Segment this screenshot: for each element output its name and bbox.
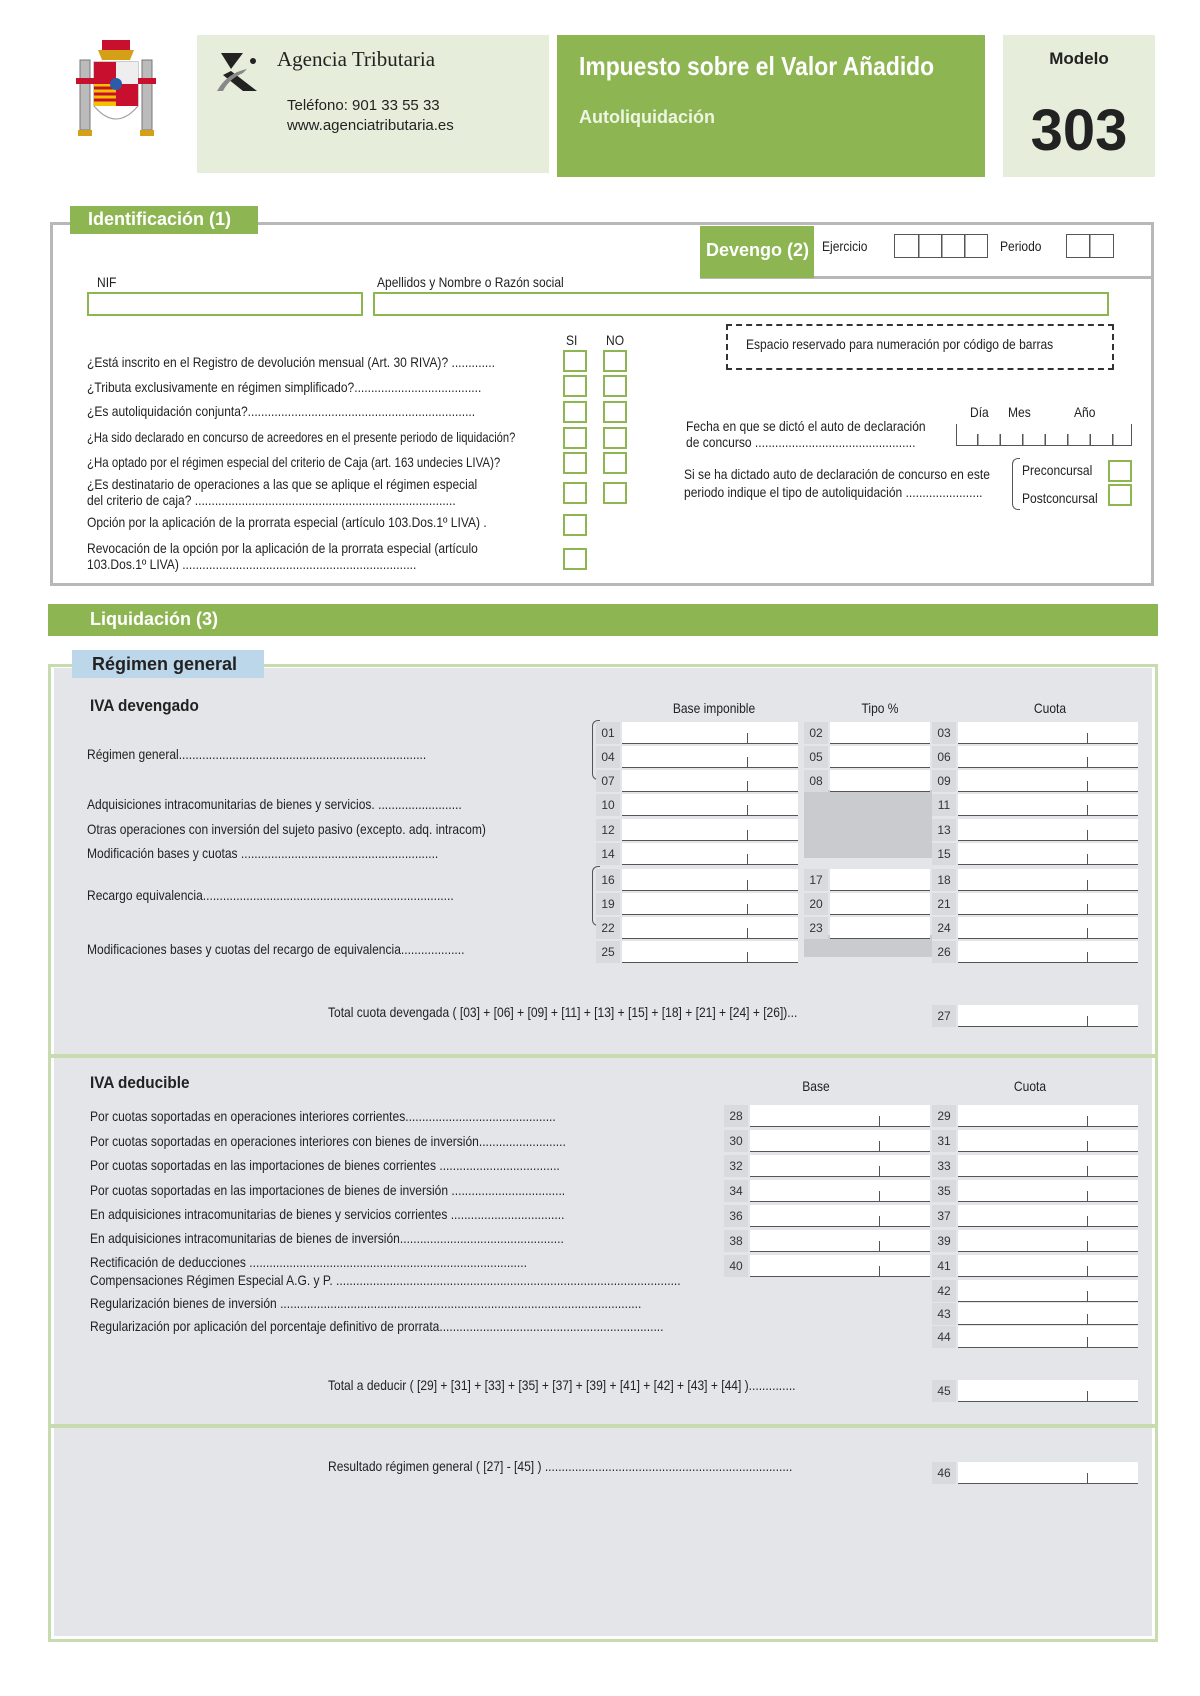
agency-website: www.agenciatributaria.es — [287, 117, 454, 134]
casilla-21-number: 21 — [932, 893, 956, 915]
q1-no-checkbox[interactable] — [603, 350, 627, 372]
nif-label: NIF — [97, 274, 117, 290]
periodo-label: Periodo — [1000, 238, 1042, 254]
agency-phone: Teléfono: 901 33 55 33 — [287, 97, 440, 114]
casilla-22-number: 22 — [596, 917, 620, 939]
casilla-16-field[interactable] — [622, 869, 798, 891]
mes-label: Mes — [1008, 404, 1031, 420]
ded-row-10-label: Regularización por aplicación del porcentaje definitivo de prorrata................................................................... — [90, 1318, 664, 1334]
ded-row-6-label: En adquisiciones intracomunitarias de bienes de inversión................................................. — [90, 1230, 564, 1246]
casilla-07-field[interactable] — [622, 770, 798, 792]
casilla-40-number: 40 — [724, 1255, 748, 1277]
casilla-12-number: 12 — [596, 819, 620, 841]
fecha-concurso-ticks — [956, 434, 1132, 446]
modelo-number: 303 — [1030, 98, 1128, 163]
q2-si-checkbox[interactable] — [563, 375, 587, 397]
casilla-01-number: 01 — [596, 722, 620, 744]
casilla-08-field[interactable] — [830, 770, 930, 792]
question-6b: del criterio de caja? .............................................................................. — [87, 492, 456, 508]
tax-title: Impuesto sobre el Valor Añadido — [579, 51, 935, 81]
casilla-12-field[interactable] — [622, 819, 798, 841]
casilla-14-field[interactable] — [622, 843, 798, 865]
devengado-title: IVA devengado — [90, 696, 199, 715]
row-recargo-label: Recargo equivalencia........................................................................... — [87, 887, 454, 903]
casilla-37-number: 37 — [932, 1205, 956, 1227]
casilla-02-field[interactable] — [830, 722, 930, 744]
casilla-25-field[interactable] — [622, 941, 798, 963]
col-base-deducible: Base — [802, 1078, 830, 1094]
q4-no-checkbox[interactable] — [603, 427, 627, 449]
q1-si-checkbox[interactable] — [563, 350, 587, 372]
casilla-36-field[interactable] — [750, 1205, 930, 1227]
casilla-05-field[interactable] — [830, 746, 930, 768]
grey-fill-tipo-1 — [804, 790, 932, 858]
casilla-28-field[interactable] — [750, 1105, 930, 1127]
question-2: ¿Tributa exclusivamente en régimen simplificado?...................................... — [87, 379, 482, 395]
casilla-41-field[interactable] — [958, 1255, 1138, 1277]
postconcursal-checkbox[interactable] — [1108, 484, 1132, 506]
casilla-09-number: 09 — [932, 770, 956, 792]
casilla-37-field[interactable] — [958, 1205, 1138, 1227]
coat-of-arms — [68, 38, 164, 142]
casilla-14-number: 14 — [596, 843, 620, 865]
casilla-06-field[interactable] — [958, 746, 1138, 768]
dia-label: Día — [970, 404, 989, 420]
casilla-03-field[interactable] — [958, 722, 1138, 744]
casilla-24-field[interactable] — [958, 917, 1138, 939]
casilla-32-field[interactable] — [750, 1155, 930, 1177]
casilla-39-number: 39 — [932, 1230, 956, 1252]
modelo-block — [1003, 35, 1155, 177]
agency-block — [197, 35, 549, 173]
barcode-label: Espacio reservado para numeración por código de barras — [746, 336, 1054, 352]
casilla-32-number: 32 — [724, 1155, 748, 1177]
row-regimen-general-label: Régimen general.......................................................................... — [87, 746, 427, 762]
nombre-field[interactable] — [373, 292, 1109, 316]
periodo-field[interactable] — [1066, 234, 1114, 258]
ded-row-1-label: Por cuotas soportadas en operaciones interiores corrientes............................................. — [90, 1108, 556, 1124]
casilla-04-number: 04 — [596, 746, 620, 768]
casilla-17-field[interactable] — [830, 869, 930, 891]
casilla-43-field[interactable] — [958, 1303, 1138, 1325]
ded-row-7-label: Rectificación de deducciones ................................................................................... — [90, 1254, 527, 1270]
q3-no-checkbox[interactable] — [603, 401, 627, 423]
ded-row-9-label: Regularización bienes de inversión ............................................................................................................ — [90, 1295, 642, 1311]
casilla-13-number: 13 — [932, 819, 956, 841]
nif-field[interactable] — [87, 292, 363, 316]
casilla-15-number: 15 — [932, 843, 956, 865]
casilla-44-number: 44 — [932, 1326, 956, 1348]
concurso-bracket — [1012, 458, 1020, 510]
question-8b: 103.Dos.1º LIVA) ...................................................................... — [87, 556, 417, 572]
casilla-35-field[interactable] — [958, 1180, 1138, 1202]
casilla-04-field[interactable] — [622, 746, 798, 768]
q5-si-checkbox[interactable] — [563, 452, 587, 474]
casilla-29-field[interactable] — [958, 1105, 1138, 1127]
q6-si-checkbox[interactable] — [563, 482, 587, 504]
casilla-46-field[interactable] — [958, 1462, 1138, 1484]
tab-regimen-general-label: Régimen general — [92, 654, 238, 674]
question-7: Opción por la aplicación de la prorrata especial (artículo 103.Dos.1º LIVA) . — [87, 514, 487, 530]
ded-row-5-label: En adquisiciones intracomunitarias de bienes y servicios corrientes .................................. — [90, 1206, 565, 1222]
casilla-33-number: 33 — [932, 1155, 956, 1177]
casilla-30-number: 30 — [724, 1130, 748, 1152]
casilla-27-field[interactable] — [958, 1005, 1138, 1027]
question-1: ¿Está inscrito en el Registro de devolución mensual (Art. 30 RIVA)? ............. — [87, 354, 495, 370]
casilla-26-field[interactable] — [958, 941, 1138, 963]
casilla-22-field[interactable] — [622, 917, 798, 939]
casilla-11-field[interactable] — [958, 794, 1138, 816]
casilla-31-field[interactable] — [958, 1130, 1138, 1152]
casilla-31-number: 31 — [932, 1130, 956, 1152]
q2-no-checkbox[interactable] — [603, 375, 627, 397]
ded-row-3-label: Por cuotas soportadas en las importaciones de bienes corrientes .................................... — [90, 1157, 560, 1173]
casilla-35-number: 35 — [932, 1180, 956, 1202]
ded-row-4-label: Por cuotas soportadas en las importaciones de bienes de inversión .................................. — [90, 1182, 566, 1198]
casilla-18-field[interactable] — [958, 869, 1138, 891]
question-6a: ¿Es destinatario de operaciones a las que se aplique el régimen especial — [87, 476, 478, 492]
casilla-39-field[interactable] — [958, 1230, 1138, 1252]
casilla-23-number: 23 — [804, 917, 828, 939]
deducible-title: IVA deducible — [90, 1073, 190, 1092]
casilla-19-number: 19 — [596, 893, 620, 915]
casilla-43-number: 43 — [932, 1303, 956, 1325]
concurso-label-2: periodo indique el tipo de autoliquidación ....................... — [684, 484, 983, 500]
tab-devengo-label: Devengo (2) — [706, 240, 810, 260]
ano-label: Año — [1074, 404, 1096, 420]
casilla-26-number: 26 — [932, 941, 956, 963]
casilla-30-field[interactable] — [750, 1130, 930, 1152]
preconcursal-label: Preconcursal — [1022, 462, 1093, 478]
fecha-label-1: Fecha en que se dictó el auto de declaración — [686, 418, 926, 434]
q6-no-checkbox[interactable] — [603, 482, 627, 504]
ejercicio-field[interactable] — [894, 234, 988, 258]
concurso-label-1: Si se ha dictado auto de declaración de concurso en este — [684, 466, 990, 482]
casilla-02-number: 02 — [804, 722, 828, 744]
liquidacion-title: Liquidación (3) — [90, 609, 218, 629]
row-otras-operaciones-label: Otras operaciones con inversión del sujeto pasivo (excepto. adq. intracom) — [87, 821, 486, 837]
q3-si-checkbox[interactable] — [563, 401, 587, 423]
q8-si-checkbox[interactable] — [563, 548, 587, 570]
casilla-15-field[interactable] — [958, 843, 1138, 865]
tab-identificacion-label: Identificación (1) — [88, 209, 232, 229]
resultado-label: Resultado régimen general ( [27] - [45] ) .......................................................................... — [328, 1458, 793, 1474]
nombre-label: Apellidos y Nombre o Razón social — [377, 274, 564, 290]
tax-subtitle: Autoliquidación — [579, 107, 715, 127]
ejercicio-label: Ejercicio — [822, 238, 868, 254]
casilla-46-number: 46 — [932, 1462, 956, 1484]
agency-name: Agencia Tributaria — [277, 47, 436, 71]
row-adquisiciones-label: Adquisiciones intracomunitarias de bienes y servicios. ......................... — [87, 796, 462, 812]
casilla-29-number: 29 — [932, 1105, 956, 1127]
tax-title-block — [557, 35, 985, 177]
casilla-42-number: 42 — [932, 1280, 956, 1302]
casilla-20-field[interactable] — [830, 893, 930, 915]
casilla-38-field[interactable] — [750, 1230, 930, 1252]
casilla-18-number: 18 — [932, 869, 956, 891]
casilla-16-number: 16 — [596, 869, 620, 891]
col-tipo: Tipo % — [861, 700, 899, 716]
casilla-03-number: 03 — [932, 722, 956, 744]
col-base-imponible: Base imponible — [672, 700, 756, 716]
casilla-36-number: 36 — [724, 1205, 748, 1227]
col-cuota-deducible: Cuota — [1013, 1078, 1047, 1094]
q5-no-checkbox[interactable] — [603, 452, 627, 474]
casilla-08-number: 08 — [804, 770, 828, 792]
casilla-19-field[interactable] — [622, 893, 798, 915]
casilla-05-number: 05 — [804, 746, 828, 768]
agency-logo-icon — [213, 51, 265, 95]
ded-row-2-label: Por cuotas soportadas en operaciones interiores con bienes de inversión.......................... — [90, 1133, 566, 1149]
row-modificaciones-recargo-label: Modificaciones bases y cuotas del recargo de equivalencia................... — [87, 941, 465, 957]
casilla-11-number: 11 — [932, 794, 956, 816]
casilla-10-field[interactable] — [622, 794, 798, 816]
casilla-44-field[interactable] — [958, 1326, 1138, 1348]
q7-si-checkbox[interactable] — [563, 514, 587, 536]
question-5: ¿Ha optado por el régimen especial del criterio de Caja (art. 163 undecies LIVA)? — [87, 454, 501, 470]
casilla-07-number: 07 — [596, 770, 620, 792]
casilla-09-field[interactable] — [958, 770, 1138, 792]
casilla-40-field[interactable] — [750, 1255, 930, 1277]
casilla-13-field[interactable] — [958, 819, 1138, 841]
si-label: SI — [566, 332, 578, 348]
casilla-38-number: 38 — [724, 1230, 748, 1252]
casilla-28-number: 28 — [724, 1105, 748, 1127]
ded-row-8-label: Compensaciones Régimen Especial A.G. y P. ....................................................................................................... — [90, 1272, 681, 1288]
casilla-24-number: 24 — [932, 917, 956, 939]
fecha-label-2: de concurso ................................................ — [686, 434, 916, 450]
casilla-17-number: 17 — [804, 869, 828, 891]
no-label: NO — [606, 332, 625, 348]
col-cuota: Cuota — [1033, 700, 1067, 716]
row-modificacion-label: Modificación bases y cuotas ........................................................... — [87, 845, 439, 861]
casilla-10-number: 10 — [596, 794, 620, 816]
casilla-06-number: 06 — [932, 746, 956, 768]
modelo-label: Modelo — [1049, 49, 1109, 68]
casilla-45-number: 45 — [932, 1380, 956, 1402]
question-4: ¿Ha sido declarado en concurso de acreedores en el presente periodo de liquidación? — [87, 429, 516, 445]
casilla-01-field[interactable] — [622, 722, 798, 744]
q4-si-checkbox[interactable] — [563, 427, 587, 449]
casilla-21-field[interactable] — [958, 893, 1138, 915]
casilla-25-number: 25 — [596, 941, 620, 963]
casilla-33-field[interactable] — [958, 1155, 1138, 1177]
preconcursal-checkbox[interactable] — [1108, 460, 1132, 482]
question-8a: Revocación de la opción por la aplicación de la prorrata especial (artículo — [87, 540, 478, 556]
total-deducir-label: Total a deducir ( [29] + [31] + [33] + [35] + [37] + [39] + [41] + [42] + [43] + [44] ).............. — [328, 1377, 796, 1393]
postconcursal-label: Postconcursal — [1022, 490, 1098, 506]
casilla-42-field[interactable] — [958, 1280, 1138, 1302]
casilla-34-number: 34 — [724, 1180, 748, 1202]
casilla-27-number: 27 — [932, 1005, 956, 1027]
casilla-34-field[interactable] — [750, 1180, 930, 1202]
casilla-45-field[interactable] — [958, 1380, 1138, 1402]
question-3: ¿Es autoliquidación conjunta?.................................................................... — [87, 403, 476, 419]
casilla-20-number: 20 — [804, 893, 828, 915]
casilla-23-field[interactable] — [830, 917, 930, 939]
total-devengada-label: Total cuota devengada ( [03] + [06] + [09] + [11] + [13] + [15] + [18] + [21] + [24] + [26])... — [328, 1004, 798, 1020]
casilla-41-number: 41 — [932, 1255, 956, 1277]
